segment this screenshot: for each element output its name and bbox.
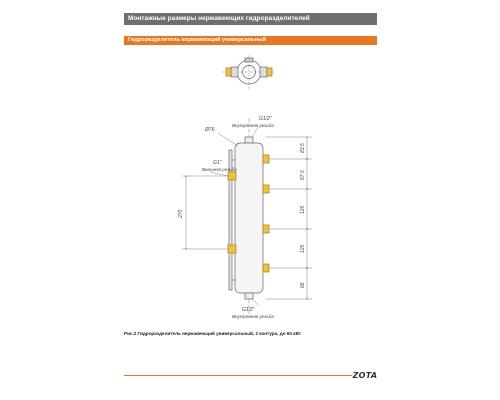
brand-logo: ZOTA [352,371,378,380]
section-title: Гидроразделитель нержавеющий универсальный [124,36,377,45]
side-thread-label: G1" [213,160,222,166]
bottom-thread-label: G1/2" [242,307,255,313]
top-thread-type-label: Внутренняя резьба [232,123,274,128]
dimension-label: 87,5 [300,170,306,180]
pipe-body [210,118,269,318]
dimension-label: 66 [300,282,306,288]
top-view [222,55,276,90]
dimension-label: 125 [300,244,306,253]
dimension-270-label: 270 [178,209,184,218]
page-header: Монтажные размеры нержавеющих гидроразделителей [124,13,377,25]
dimension-label: 83,5 [300,143,306,153]
footer-divider [124,375,377,376]
side-thread-type-label: Внешняя резьба [202,167,237,172]
figure-caption: Рис.2 Гидроразделитель нержавеющий универсальный, 2 контура, до 60 кВт [124,331,301,336]
top-thread-label: G1/2" [259,116,272,122]
dimension-label: 125 [300,205,306,214]
pipe-diameter-label: Ø76 [205,127,215,133]
bottom-thread-type-label: Внутренняя резьба [232,314,274,319]
